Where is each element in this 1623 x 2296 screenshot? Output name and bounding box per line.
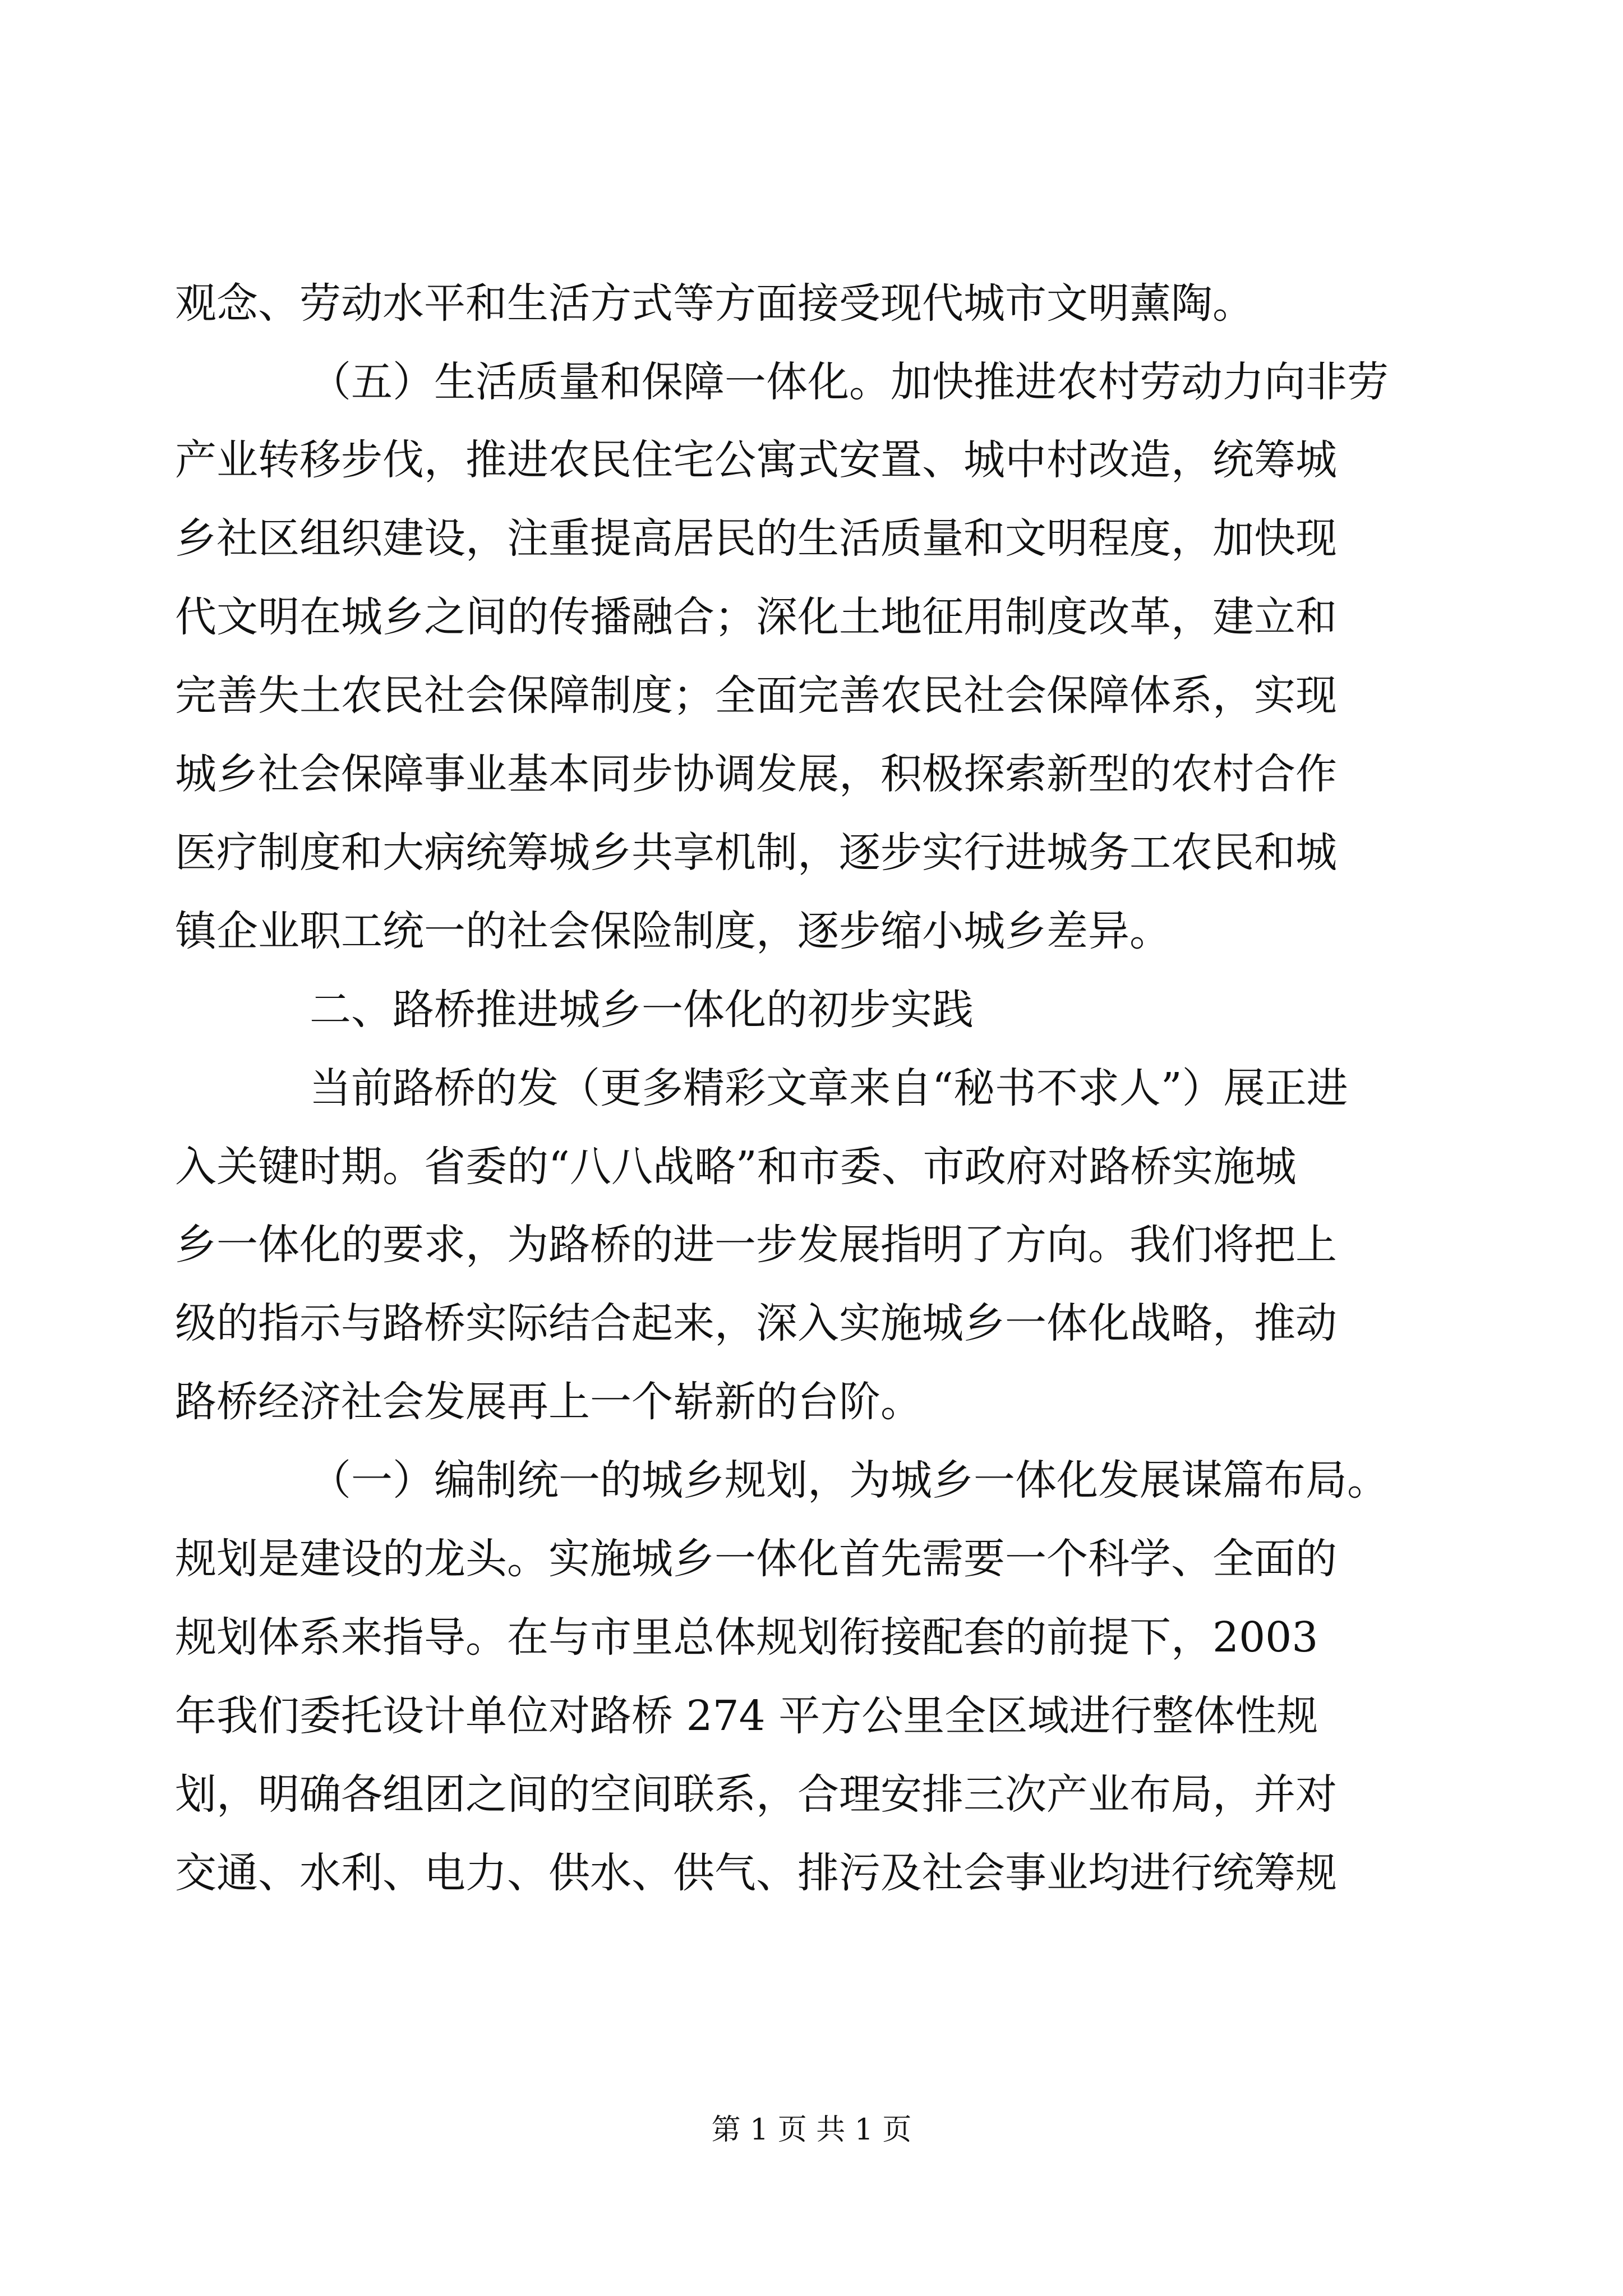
- text-line: 划，明确各组团之间的空间联系，合理安排三次产业布局，并对: [175, 1770, 1337, 1819]
- text-line: 产业转移步伐，推进农民住宅公寓式安置、城中村改造，统筹城: [175, 436, 1337, 484]
- text-line: 年我们委托设计单位对路桥 274 平方公里全区域进行整体性规: [175, 1692, 1318, 1740]
- text-line: 完善失土农民社会保障制度；全面完善农民社会保障体系，实现: [175, 671, 1337, 720]
- text-line: 观念、劳动水平和生活方式等方面接受现代城市文明薰陶。: [175, 279, 1254, 328]
- text-line: 级的指示与路桥实际结合起来，深入实施城乡一体化战略，推动: [175, 1299, 1337, 1347]
- text-line: 镇企业职工统一的社会保险制度，逐步缩小城乡差异。: [175, 907, 1171, 955]
- text-line: 交通、水利、电力、供水、供气、排污及社会事业均进行统筹规: [175, 1849, 1337, 1897]
- section-heading: 二、路桥推进城乡一体化的初步实践: [310, 986, 974, 1034]
- text-line: （五）生活质量和保障一体化。加快推进农村劳动力向非劳: [310, 358, 1389, 406]
- text-line: 城乡社会保障事业基本同步协调发展，积极探索新型的农村合作: [175, 750, 1337, 798]
- text-line: 当前路桥的发（更多精彩文章来自“秘书不求人”）展正进: [310, 1064, 1348, 1112]
- text-line: 规划体系来指导。在与市里总体规划衔接配套的前提下，2003: [175, 1613, 1318, 1662]
- text-line: 医疗制度和大病统筹城乡共享机制，逐步实行进城务工农民和城: [175, 829, 1337, 877]
- text-line: 入关键时期。省委的“八八战略”和市委、市政府对路桥实施城: [175, 1143, 1297, 1191]
- text-line: 路桥经济社会发展再上一个崭新的台阶。: [175, 1378, 922, 1426]
- page-number-footer: 第 1 页 共 1 页: [711, 2113, 912, 2147]
- text-line: 乡社区组织建设，注重提高居民的生活质量和文明程度，加快现: [175, 514, 1337, 563]
- text-line: 规划是建设的龙头。实施城乡一体化首先需要一个科学、全面的: [175, 1535, 1337, 1583]
- text-line: 乡一体化的要求，为路桥的进一步发展指明了方向。我们将把上: [175, 1221, 1337, 1269]
- text-line: （一）编制统一的城乡规划，为城乡一体化发展谋篇布局。: [310, 1456, 1389, 1504]
- text-line: 代文明在城乡之间的传播融合；深化土地征用制度改革，建立和: [175, 593, 1337, 641]
